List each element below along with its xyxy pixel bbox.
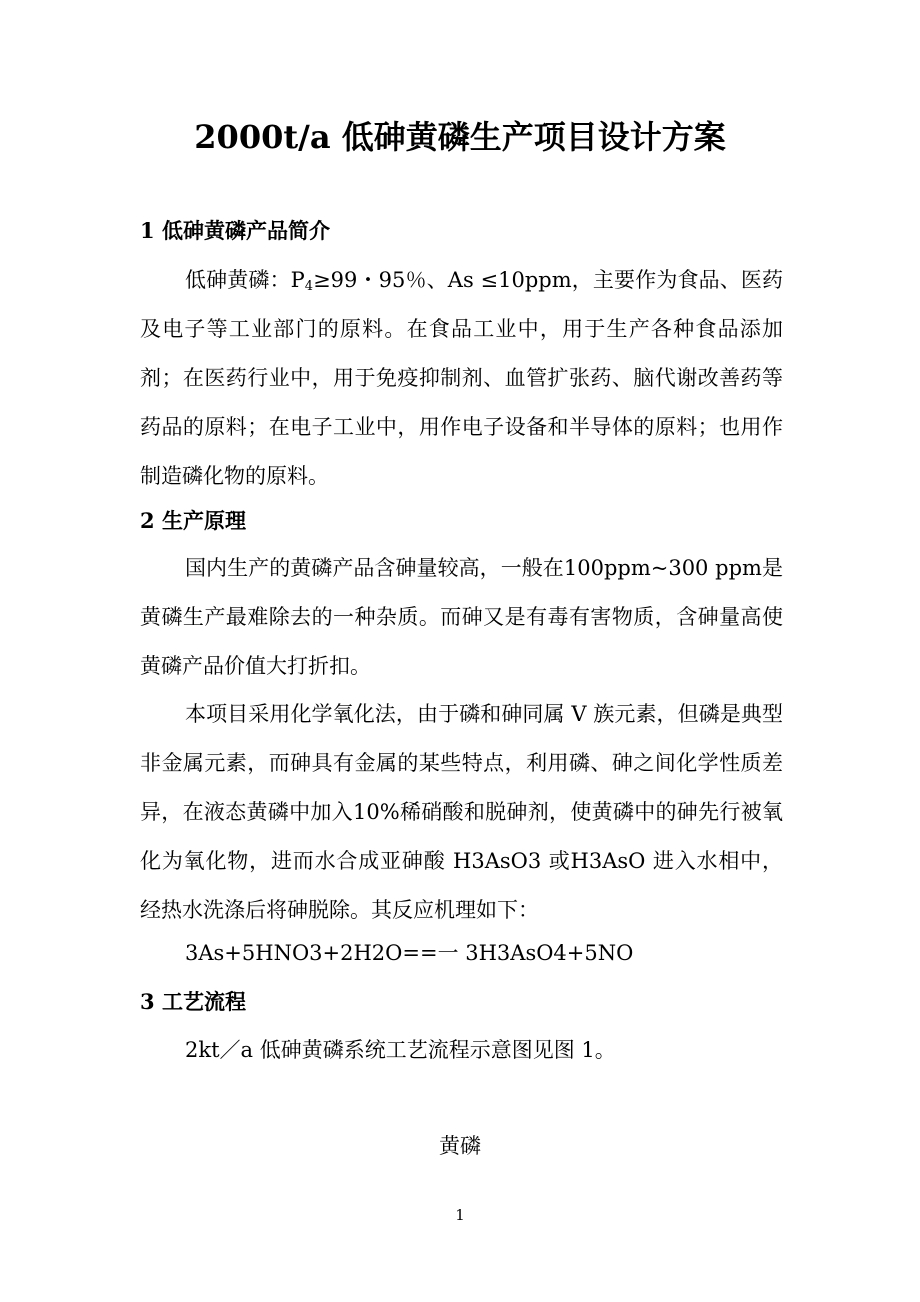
reaction-equation: 3As+5HNO3+2H2O==一 3H3AsO4+5NO xyxy=(185,941,634,965)
section-2-paragraph-2: 本项目采用化学氧化法，由于磷和砷同属 V 族元素，但磷是典型非金属元素，而砷具有金属的某些特点，利用磷、砷之间化学性质差异，在液态黄磷中加入10%稀硝酸和脱砷剂，使黄磷中的砷先行被氧化为氧化物，进而水合成亚砷酸 H3AsO3 或H3AsO 进入水相中，经热水洗涤后将砷脱除。其反应机理如下： xyxy=(140,702,783,922)
section-2-paragraph-1: 国内生产的黄磷产品含砷量较高，一般在100ppm~300 ppm是黄磷生产最难除去的一种杂质。而砷又是有毒有害物质，含砷量高使黄磷产品价值大打折扣。 xyxy=(140,556,783,678)
section-2-heading xyxy=(140,506,246,536)
figure-label: 黄磷 xyxy=(439,1134,481,1158)
section-3-heading xyxy=(140,987,246,1017)
subscript-4: 4 xyxy=(304,279,314,294)
page-number: 1 xyxy=(455,1206,465,1224)
section-3-paragraph: 2kt／a 低砷黄磷系统工艺流程示意图见图 1。 xyxy=(185,1038,616,1062)
section-1-heading xyxy=(140,216,330,246)
section-number: 2 xyxy=(140,508,155,533)
paragraph-text-start: 低砷黄磷：P xyxy=(185,268,305,292)
section-number: 3 xyxy=(140,989,155,1014)
paragraph-text-rest: ≥99・95％、As ≤10ppm，主要作为食品、医药及电子等工业部门的原料。在食品工业中，用于生产各种食品添加剂；在医药行业中，用于免疫抑制剂、血管扩张药、脑代谢改善药等药品的原料；在电子工业中，用作电子设备和半导体的原料；也用作制造磷化物的原料。 xyxy=(140,268,783,488)
section-heading-text: 低砷黄磷产品简介 xyxy=(162,218,330,243)
document-title: 2000t/a 低砷黄磷生产项目设计方案 xyxy=(194,118,726,156)
section-1-paragraph xyxy=(140,256,783,501)
section-number: 1 xyxy=(140,218,155,243)
section-heading-text: 生产原理 xyxy=(162,508,246,533)
section-heading-text: 工艺流程 xyxy=(162,989,246,1014)
